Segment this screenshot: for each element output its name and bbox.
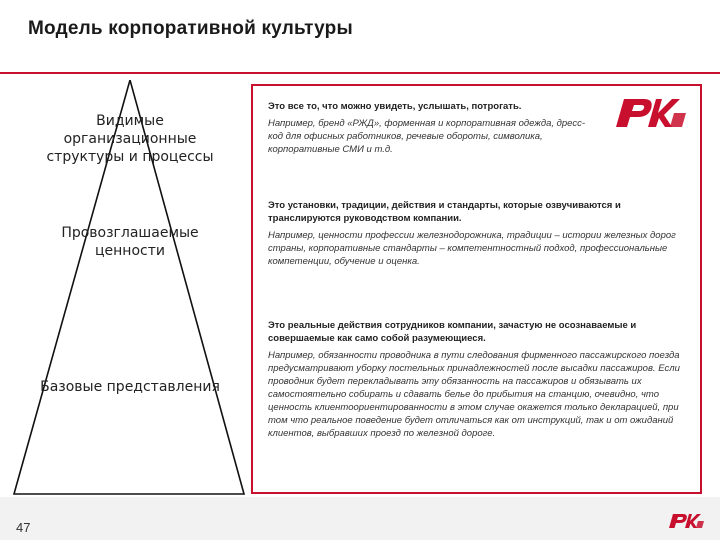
block-basic bbox=[268, 319, 688, 440]
block-basic-example: Например, обязанности проводника в пути следования фирменного пассажирского поезда предусматривают уборку постельных принадлежностей после высадки пассажиров. Если проводник будет перекладывать эту обязанность на пассажиров и обязывать их самостоятельно собирать и сдавать белье до прибытия на станцию, очевидно, что ценность клиентоориентированности в этом случае окажется только декларацией, при том что реальное поведение будет отличаться как от инструкций, так и от ожиданий клиентов, выбравших проезд по железной дороге. bbox=[268, 350, 680, 439]
block-values bbox=[268, 199, 688, 268]
title-divider bbox=[0, 72, 720, 74]
block-values-head: Это установки, традиции, действия и стандарты, которые озвучиваются и транслируются руководством компании. bbox=[268, 200, 621, 224]
block-visible-head: Это все то, что можно увидеть, услышать, потрогать. bbox=[268, 101, 522, 112]
footer-bar bbox=[0, 497, 720, 540]
pyramid-level-top: Видимые организационные структуры и процессы bbox=[46, 113, 214, 165]
pyramid-level-base: Базовые представления bbox=[40, 379, 220, 395]
block-visible-example: Например, бренд «РЖД», форменная и корпоративная одежда, дресс-код для офисных работников, речевые обороты, символика, корпоративные СМИ и т.д. bbox=[268, 118, 586, 155]
block-values-example: Например, ценности профессии железнодорожника, традиции – истории железных дорог страны, корпоративные стандарты – компетентностный подход, профессиональные компетенции, обучение и оценка. bbox=[268, 230, 676, 267]
page-title: Модель корпоративной культуры bbox=[28, 18, 353, 39]
block-basic-head: Это реальные действия сотрудников компании, зачастую не осознаваемые и совершаемые как само собой разумеющиеся. bbox=[268, 320, 637, 344]
rzd-logo-footer-icon bbox=[666, 511, 706, 531]
pyramid-level-middle: Провозглашаемые ценности bbox=[61, 225, 199, 259]
rzd-logo-icon bbox=[610, 93, 690, 133]
page-number: 47 bbox=[16, 520, 31, 535]
block-visible bbox=[268, 100, 598, 156]
